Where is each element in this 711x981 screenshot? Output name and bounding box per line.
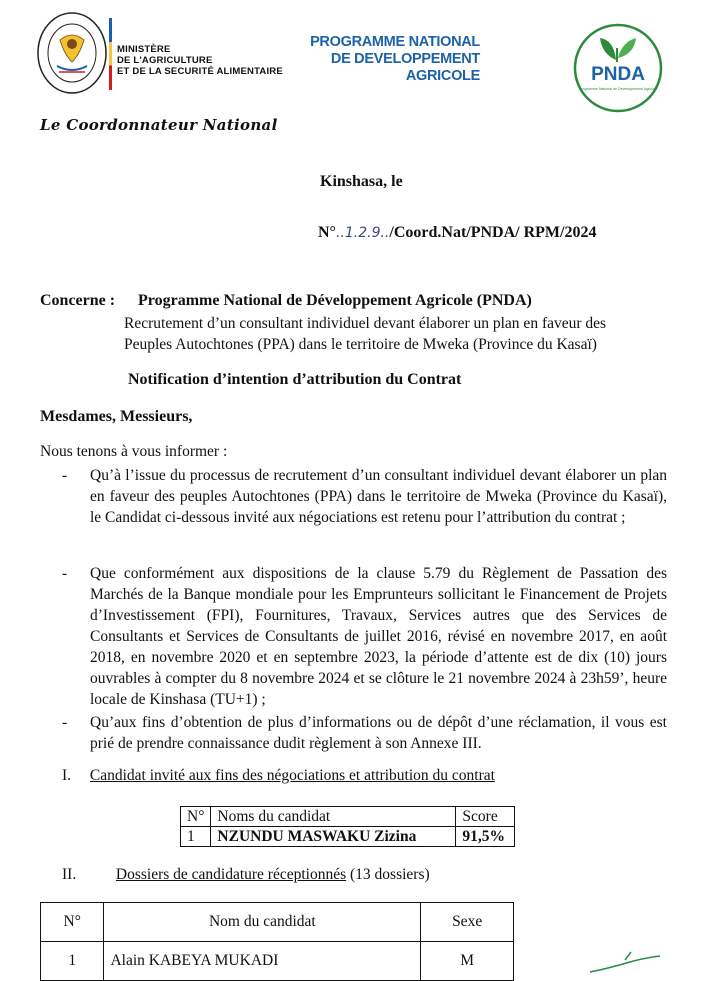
section-title: Dossiers de candidature réceptionnés [115, 866, 347, 883]
program-line: AGRICOLE [405, 68, 480, 84]
initials-mark-icon [585, 948, 665, 978]
concerne-label: Concerne : [40, 292, 116, 309]
section-number: I. [62, 767, 72, 784]
section-heading [62, 866, 430, 884]
government-seal-icon [35, 10, 109, 96]
reference-prefix: N° [318, 224, 336, 241]
bullet-item [62, 465, 667, 528]
table-header-cell: N° [181, 807, 211, 827]
table-header-row [181, 807, 515, 827]
section-number: II. [62, 866, 77, 883]
logo-text: PNDA [591, 64, 645, 85]
selected-candidate-table [180, 806, 515, 847]
notification-title: Notification d’intention d’attribution du Contrat [128, 371, 462, 388]
table-cell: 91,5% [456, 827, 515, 847]
bullet-dash: - [62, 565, 68, 582]
bullet-dash: - [62, 714, 68, 731]
concerne-description: Recrutement d’un consultant individuel devant élaborer un plan en faveur des Peuples Autochtones (PPA) dans le territoire de Mweka (Province du Kasaï) [124, 315, 607, 353]
reference-suffix: /Coord.Nat/PNDA/ RPM/2024 [389, 224, 597, 241]
ministry-line: DE L'AGRICULTURE [117, 55, 213, 66]
bullet-item [62, 563, 667, 710]
section-count-note: (13 dossiers) [350, 866, 430, 883]
flag-color-bar [109, 18, 112, 90]
table-cell: Alain KABEYA MUKADI [104, 942, 421, 981]
bullet-text: Qu’à l’issue du processus de recrutement d’un consultant individuel devant élaborer un plan en faveur des peuples Autochtones (PPA) dans le territoire de Mweka (Province du Kasaï), le Candidat ci-dessous invité aux négociations est retenu pour l’attribution du contrat ; [90, 467, 667, 526]
ministry-name [117, 44, 283, 77]
table-cell: M [421, 942, 514, 981]
intro-text: Nous tenons à vous informer : [40, 443, 228, 460]
bullet-dash: - [62, 467, 68, 484]
section-title: Candidat invité aux fins des négociations et attribution du contrat [89, 767, 495, 784]
table-header-cell: Nom du candidat [104, 903, 421, 942]
reference-handwritten-number: ..1.2.9.. [335, 225, 390, 241]
reference-number [318, 224, 596, 242]
ministry-line: ET DE LA SECURITÉ ALIMENTAIRE [117, 66, 283, 77]
logo-subtext: Programme National de Développement Agricole [579, 87, 657, 91]
table-cell: NZUNDU MASWAKU Zizina [211, 827, 456, 847]
table-header-cell: Noms du candidat [211, 807, 456, 827]
program-name [300, 34, 480, 85]
concerne-title: Programme National de Développement Agricole (PNDA) [138, 292, 532, 309]
table-header-cell: N° [41, 903, 104, 942]
table-header-cell: Sexe [421, 903, 514, 942]
program-line: DE DEVELOPPEMENT [330, 51, 480, 67]
table-header-row [41, 903, 514, 942]
table-header-cell: Score [456, 807, 515, 827]
bullet-item [62, 712, 667, 754]
applications-table [40, 902, 514, 981]
table-cell: 1 [41, 942, 104, 981]
bullet-text: Qu’aux fins d’obtention de plus d’informations ou de dépôt d’une réclamation, il vous est prié de prendre connaissance dudit règlement à son Annexe III. [90, 714, 667, 752]
table-row [41, 942, 514, 981]
salutation: Mesdames, Messieurs, [40, 408, 193, 425]
bullet-text: Que conformément aux dispositions de la clause 5.79 du Règlement de Passation des Marchés de la Banque mondiale pour les Emprunteurs sollicitant le Financement de Projets d’Investissement (FPI), Fournitures, Travaux, Services autres que des Services de Consultants et Services de Consultants de juillet 2016, révisé en novembre 2017, en août 2018, en novembre 2020 et en septembre 2023, la période d’attente est de dix (10) jours ouvrables à compter du 8 novembre 2024 et se clôture le 21 novembre 2024 à 23h59’, heure locale de Kinshasa (TU+1) ; [90, 565, 667, 708]
program-line: PROGRAMME NATIONAL [310, 34, 480, 50]
place-date: Kinshasa, le [320, 173, 403, 190]
signature-title: Le Coordonnateur National [40, 116, 278, 134]
ministry-line: MINISTÈRE [117, 44, 171, 55]
table-cell: 1 [181, 827, 211, 847]
pnda-logo [572, 22, 664, 114]
section-heading [62, 767, 495, 785]
table-row [181, 827, 515, 847]
